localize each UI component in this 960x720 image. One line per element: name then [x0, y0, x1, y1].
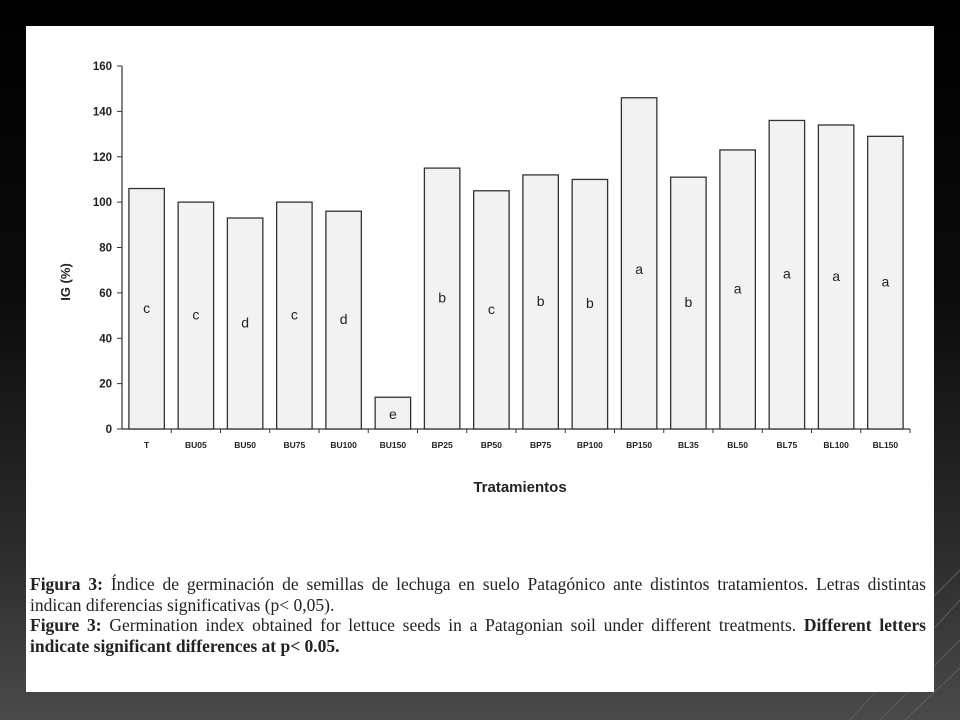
significance-letter: c — [290, 306, 298, 323]
significance-letter: b — [536, 292, 545, 309]
caption-en-text: Germination index obtained for lettuce seeds in a Patagonian soil under different treatments. — [101, 615, 797, 635]
figure-caption — [30, 574, 926, 656]
y-tick-label: 80 — [99, 242, 112, 255]
significance-letter: a — [635, 261, 644, 278]
y-tick-label: 60 — [99, 287, 112, 300]
x-tick-label: BP100 — [576, 440, 603, 450]
y-tick-label: 120 — [92, 151, 112, 164]
x-tick-label: BU05 — [185, 440, 207, 450]
significance-letter: a — [733, 280, 742, 297]
x-tick-label: BU75 — [283, 440, 306, 450]
x-tick-label: BP25 — [431, 440, 453, 450]
significance-letter: c — [487, 300, 495, 317]
caption-spanish — [30, 574, 926, 615]
x-tick-label: BL150 — [872, 440, 899, 450]
x-tick-label: BP150 — [626, 440, 653, 450]
caption-english — [30, 615, 926, 656]
significance-letter: a — [782, 265, 791, 282]
x-tick-label: BU150 — [379, 440, 407, 450]
x-tick-label: BU50 — [234, 440, 256, 450]
x-tick-label: BL75 — [776, 440, 798, 450]
significance-letter: a — [832, 267, 841, 284]
bar-chart — [26, 26, 934, 546]
x-tick-label: BL100 — [823, 440, 849, 450]
significance-letter: b — [585, 295, 594, 312]
x-tick-label: BP75 — [529, 440, 552, 450]
slide-panel — [26, 26, 934, 692]
significance-letter: b — [684, 294, 693, 311]
y-tick-label: 100 — [92, 197, 112, 210]
x-tick-label: T — [144, 440, 150, 450]
x-tick-label: BU100 — [330, 440, 357, 450]
y-axis-label: IG (%) — [58, 263, 73, 301]
significance-letter: c — [192, 306, 200, 323]
y-tick-label: 160 — [92, 61, 112, 73]
significance-letter: c — [143, 299, 151, 316]
x-tick-label: BL35 — [677, 440, 699, 450]
significance-letter: d — [241, 314, 250, 331]
caption-es-label: Figura 3: — [30, 574, 103, 594]
significance-letter: a — [881, 273, 890, 290]
caption-en-label: Figure 3: — [30, 615, 102, 635]
y-tick-label: 0 — [105, 424, 112, 436]
x-tick-label: BL50 — [727, 440, 749, 450]
significance-letter: d — [339, 311, 348, 328]
y-tick-label: 140 — [92, 106, 112, 119]
x-axis-label: Tratamientos — [473, 479, 567, 496]
y-tick-label: 40 — [99, 333, 112, 346]
x-tick-label: BP50 — [480, 440, 503, 450]
significance-letter: b — [438, 289, 447, 306]
caption-es-text: Índice de germinación de semillas de lechuga en suelo Patagónico ante distintos tratamientos. Letras distintas indican diferencias significativas (p< 0,05). — [30, 574, 926, 615]
y-tick-label: 20 — [99, 378, 112, 391]
significance-letter: e — [388, 406, 397, 423]
caption-en-bold: Different letters indicate significant differences at p< 0.05. — [30, 615, 926, 656]
